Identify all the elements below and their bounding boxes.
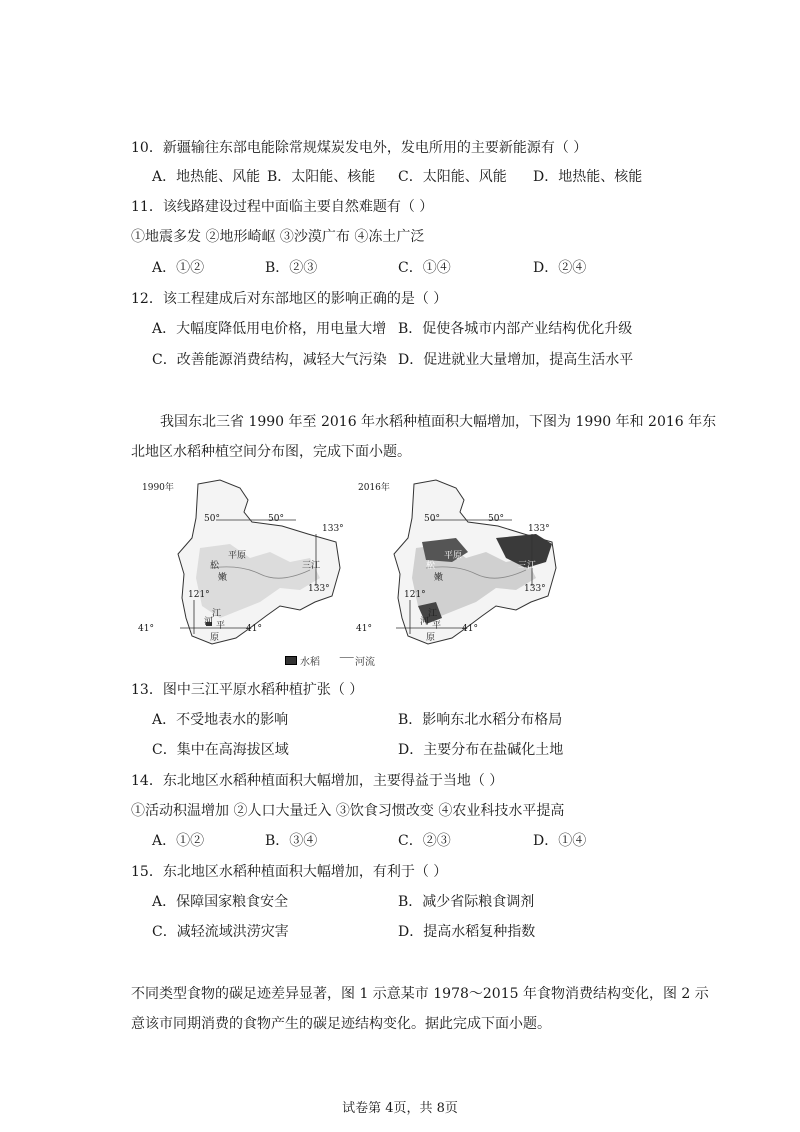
q10-option-d: D．地热能、核能 bbox=[533, 169, 643, 185]
q14-stem: 14．东北地区水稻种植面积大幅增加，主要得益于当地（ ） bbox=[131, 773, 504, 789]
q13-option-d: D．主要分布在盐碱化土地 bbox=[398, 742, 564, 758]
passage1-line1: 我国东北三省 1990 年至 2016 年水稻种植面积大幅增加，下图为 1990 年和 2016 年东 bbox=[160, 414, 717, 430]
map-2016-lon121: 121° bbox=[404, 590, 426, 600]
map-1990-liaohe-4: 原 bbox=[210, 633, 220, 643]
q11-stem: 11．该线路建设过程中面临主要自然难题有（ ） bbox=[131, 199, 434, 215]
map-1990-liaohe-1: 江 bbox=[212, 609, 222, 619]
legend-river-label: 河流 bbox=[355, 657, 375, 668]
q13-stem: 13．图中三江平原水稻种植扩张（ ） bbox=[131, 682, 364, 698]
q14-option-d: D．①④ bbox=[533, 833, 587, 849]
map-1990-songnen-1: 松 bbox=[210, 561, 220, 571]
q12-option-b: B．促使各城市内部产业结构优化升级 bbox=[398, 321, 633, 337]
q13-option-a: A．不受地表水的影响 bbox=[152, 712, 289, 728]
q15-stem: 15．东北地区水稻种植面积大幅增加，有利于（ ） bbox=[131, 864, 448, 880]
map-1990-pingyuan: 平原 bbox=[228, 551, 247, 561]
map-1990-liaohe-3: 平 bbox=[216, 621, 226, 631]
q12-option-d: D．促进就业大量增加，提高生活水平 bbox=[398, 352, 634, 368]
map-2016-lon133-bottom: 133° bbox=[524, 584, 546, 594]
q12-option-c: C．改善能源消费结构，减轻大气污染 bbox=[152, 352, 387, 368]
map-1990-lon121: 121° bbox=[188, 590, 210, 600]
q15-option-b: B．减少省际粮食调剂 bbox=[398, 894, 535, 910]
q15-option-c: C．减轻流域洪涝灾害 bbox=[152, 924, 289, 940]
map-1990-songnen-2: 嫩 bbox=[218, 573, 228, 583]
passage2-line1: 不同类型食物的碳足迹差异显著，图 1 示意某市 1978～2015 年食物消费结构变化，图 2 示 bbox=[131, 986, 709, 1002]
page-footer: 试卷第 4页，共 8页 bbox=[342, 1101, 458, 1116]
q11-option-a: A．①② bbox=[152, 260, 205, 276]
map-1990-lat41-left: 41° bbox=[138, 624, 154, 634]
q11-items: ①地震多发 ②地形崎岖 ③沙漠广布 ④冻土广泛 bbox=[131, 229, 425, 245]
q11-option-d: D．②④ bbox=[533, 260, 587, 276]
q15-option-a: A．保障国家粮食安全 bbox=[152, 894, 289, 910]
legend-rice-label: 水稻 bbox=[300, 657, 320, 668]
q11-option-b: B．②③ bbox=[265, 260, 318, 276]
map-2016-pingyuan: 平原 bbox=[444, 551, 463, 561]
map-2016-lat41-right: 41° bbox=[462, 624, 478, 634]
q14-items: ①活动积温增加 ②人口大量迁入 ③饮食习惯改变 ④农业科技水平提高 bbox=[131, 803, 565, 819]
map-2016-songnen-2: 嫩 bbox=[434, 573, 444, 583]
river-swatch bbox=[336, 657, 354, 664]
q10-option-c: C．太阳能、风能 bbox=[398, 169, 507, 185]
q11-option-c: C．①④ bbox=[398, 260, 451, 276]
map-2016-liaohe-1: 江 bbox=[428, 609, 438, 619]
q12-option-a: A．大幅度降低用电价格，用电量大增 bbox=[152, 321, 387, 337]
q12-stem: 12．该工程建成后对东部地区的影响正确的是（ ） bbox=[131, 291, 448, 307]
map-2016-liaohe-3: 平 bbox=[432, 621, 442, 631]
passage2-line2: 意该市同期消费的食物产生的碳足迹结构变化。据此完成下面小题。 bbox=[131, 1016, 551, 1032]
q14-option-c: C．②③ bbox=[398, 833, 451, 849]
q10-option-a: A．地热能、风能 bbox=[152, 169, 261, 185]
map-legend bbox=[285, 653, 375, 668]
passage1-line2: 北地区水稻种植空间分布图，完成下面小题。 bbox=[131, 444, 411, 460]
map-2016-lon133-top: 133° bbox=[528, 524, 550, 534]
q15-option-d: D．提高水稻复种指数 bbox=[398, 924, 536, 940]
map-1990-lat41-right: 41° bbox=[246, 624, 262, 634]
q13-option-c: C．集中在高海拔区域 bbox=[152, 742, 289, 758]
rice-distribution-maps bbox=[140, 478, 560, 668]
map-1990-sanjiang: 三江 bbox=[302, 561, 321, 571]
map-2016-year: 2016年 bbox=[358, 483, 390, 493]
map-1990-year: 1990年 bbox=[142, 483, 174, 493]
map-1990-lat50-right: 50° bbox=[268, 514, 284, 524]
q10-option-b: B．太阳能、核能 bbox=[267, 169, 376, 185]
map-2016-liaohe-4: 原 bbox=[426, 633, 436, 643]
rice-swatch bbox=[285, 656, 297, 665]
q14-option-b: B．③④ bbox=[265, 833, 318, 849]
map-2016-sanjiang: 三江 bbox=[518, 561, 537, 571]
map-2016-lat50-right: 50° bbox=[488, 514, 504, 524]
map-1990-lat50-left: 50° bbox=[204, 514, 220, 524]
map-2016-songnen-1: 松 bbox=[426, 561, 436, 571]
map-1990-liaohe-2: 河 bbox=[204, 617, 214, 627]
q10-stem: 10．新疆输往东部电能除常规煤炭发电外，发电所用的主要新能源有（ ） bbox=[131, 140, 588, 156]
map-2016-lat41-left: 41° bbox=[356, 624, 372, 634]
map-2016-lat50-left: 50° bbox=[424, 514, 440, 524]
map-1990-lon133-top: 133° bbox=[322, 524, 344, 534]
map-1990-lon133-bottom: 133° bbox=[308, 584, 330, 594]
map-2016-liaohe-2: 河 bbox=[420, 617, 430, 627]
q14-option-a: A．①② bbox=[152, 833, 205, 849]
q13-option-b: B．影响东北水稻分布格局 bbox=[398, 712, 563, 728]
